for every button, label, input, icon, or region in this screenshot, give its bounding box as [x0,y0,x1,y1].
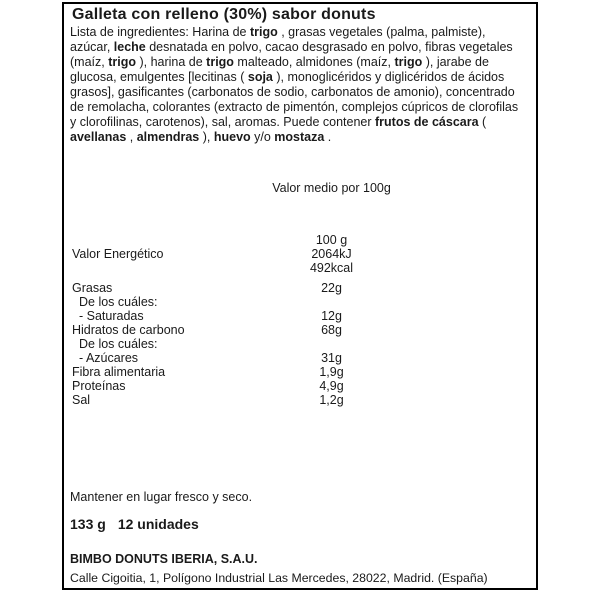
ingredient-text: Lista de ingredientes: Harina de [70,25,250,39]
nutrition-row [64,393,534,407]
ingredients-paragraph [70,25,520,145]
nutrition-row-label: - Azúcares [79,351,139,365]
ingredient-text: ), [199,130,214,144]
label-border-box [62,2,538,590]
nutrition-row [64,295,534,309]
unit-count: 12 unidades [117,516,199,532]
nutrition-row-value: 1,2g [319,393,344,407]
nutrition-row [64,247,534,261]
ingredient-text: ), harina de [135,55,207,69]
nutrition-row [64,351,534,365]
nutrition-row [64,261,534,275]
nutrition-row-label: Proteínas [72,379,126,393]
allergen-text: trigo [394,55,423,69]
nutrition-table-header: Valor medio por 100g [272,181,391,195]
nutrition-row-value: 4,9g [319,379,344,393]
nutrition-table [64,233,534,407]
nutrition-row-value: 22g [321,281,342,295]
nutrition-row-label: De los cuáles: [79,295,158,309]
nutrition-row-value: 100 g [315,233,348,247]
product-title: Galleta con relleno (30%) sabor donuts [72,6,376,23]
ingredient-text: desnatada en polvo, cacao desgrasado en polvo, fibras vegetales (maíz, [70,40,513,69]
allergen-text: trigo [108,55,136,69]
nutrition-row-value: 31g [321,351,342,365]
allergen-text: soja [247,70,273,84]
allergen-text: frutos de cáscara [375,115,479,129]
nutrition-row [64,309,534,323]
ingredient-text: ), monoglicéridos y diglicéridos de ácidos grasos], gasificantes (carbonatos de sodio, carbonatos de amonio), concentrado de remolacha, colorantes (extracto de pimentón, complejos cúpricos de clorofilas y clorofilinas, carotenos), sal, aromas. Puede contener [70,70,519,129]
nutrition-row [64,337,534,351]
nutrition-row-label: De los cuáles: [79,337,158,351]
allergen-text: avellanas [70,130,127,144]
nutrition-row [64,323,534,337]
nutrition-row-value: 68g [321,323,342,337]
ingredient-text: . [324,130,332,144]
net-weight-line [70,516,199,532]
allergen-text: mostaza [274,130,325,144]
ingredient-text: ( [478,115,487,129]
allergen-text: leche [113,40,146,54]
ingredient-text: ), jarabe de glucosa, emulgentes [lecitinas ( [70,55,489,84]
nutrition-row-value: 12g [321,309,342,323]
allergen-text: trigo [206,55,234,69]
nutrition-row-label: Fibra alimentaria [72,365,166,379]
storage-instructions: Mantener en lugar fresco y seco. [70,490,253,504]
allergen-text: trigo [249,25,278,39]
nutrition-row [64,281,534,295]
allergen-text: almendras [136,130,200,144]
nutrition-row-label: Valor Energético [72,247,164,261]
ingredient-text: y/o [250,130,275,144]
nutrition-row-value: 2064kJ [311,247,352,261]
allergen-text: huevo [213,130,251,144]
nutrition-row-label: - Saturadas [79,309,144,323]
ingredient-text: malteado, almidones (maíz, [233,55,395,69]
nutrition-row [64,379,534,393]
net-weight: 133 g [70,516,106,532]
nutrition-row-value: 492kcal [309,261,354,275]
nutrition-row-value: 1,9g [319,365,344,379]
nutrition-row [64,233,534,247]
nutrition-row-label: Sal [72,393,91,407]
ingredient-text: , [126,130,137,144]
nutrition-row-label: Hidratos de carbono [72,323,185,337]
nutrition-row [64,365,534,379]
manufacturer-address: Calle Cigoitia, 1, Polígono Industrial Las Mercedes, 28022, Madrid. (España) [70,571,488,585]
manufacturer-name: BIMBO DONUTS IBERIA, S.A.U. [70,552,258,566]
nutrition-row-label: Grasas [72,281,113,295]
ingredient-text: , grasas vegetales (palma, palmiste), azúcar, [70,25,486,54]
